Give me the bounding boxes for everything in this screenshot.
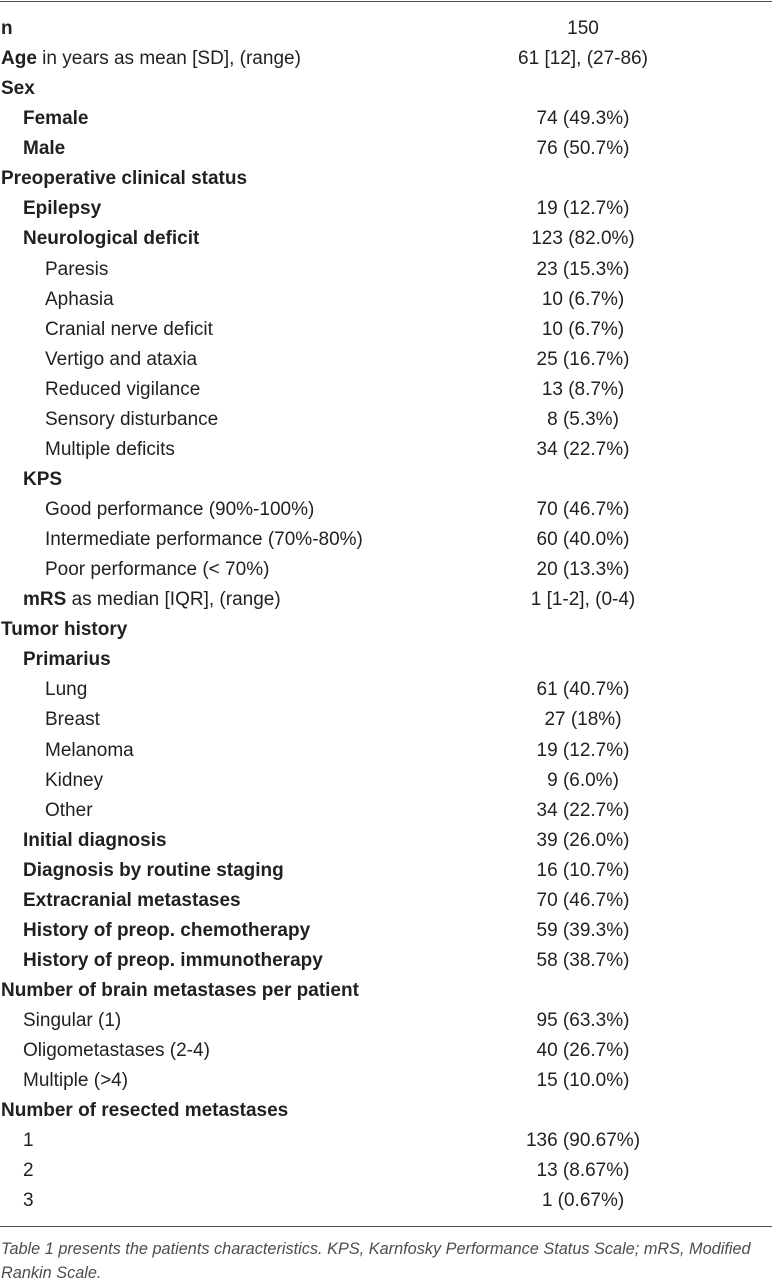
row-value: 27 (18%) [544,709,622,731]
row-value: 40 (26.7%) [536,1040,630,1062]
row-value: 150 [567,18,599,39]
row-label [23,856,284,886]
row-label [1,14,13,44]
table-row [0,285,772,315]
row-label [1,44,301,74]
table-row [0,705,772,735]
row-value: 13 (8.67%) [536,1160,630,1182]
table-row [0,345,772,375]
row-label-text: Singular (1) [23,1010,122,1032]
row-value: 16 (10.7%) [536,859,630,881]
row-value: 13 (8.7%) [541,378,625,400]
table-row [0,255,772,285]
row-value: 76 (50.7%) [536,138,630,160]
row-label-text: Melanoma [45,739,134,761]
row-label-bold: Extracranial metastases [23,889,241,911]
row-label [23,886,241,916]
table-row [0,14,772,44]
table-row [0,976,772,1006]
table-row [0,796,772,826]
row-value: 61 (40.7%) [536,679,630,701]
row-label-bold: Epilepsy [23,198,102,220]
row-value: 59 (39.3%) [536,919,630,941]
table-row [0,435,772,465]
row-value: 10 (6.7%) [541,318,625,340]
row-label [45,555,269,585]
row-label-bold: Number of resected metastases [1,1100,289,1122]
row-label [45,375,200,405]
table-row [0,1096,772,1126]
row-value: 15 (10.0%) [536,1070,630,1092]
table-row [0,375,772,405]
row-label-text: Kidney [45,769,104,791]
table-row [0,555,772,585]
row-label-text: Multiple (>4) [23,1070,129,1092]
row-label [45,705,100,735]
row-value: 34 (22.7%) [536,438,630,460]
row-label [23,1186,34,1216]
row-label-text: in years as mean [SD], (range) [36,48,301,70]
row-label-text: Reduced vigilance [45,378,201,400]
row-label-text: Lung [45,679,88,701]
row-value: 136 (90.67%) [525,1130,641,1152]
table-row [0,224,772,254]
table-row [0,194,772,224]
row-label-bold: Tumor history [1,619,128,641]
row-label-bold: Primarius [23,649,111,671]
row-value: 123 (82.0%) [531,228,635,250]
row-label [45,525,363,555]
table-row [0,675,772,705]
row-label-bold: Sex [1,78,35,100]
row-label [1,164,247,194]
row-label [23,826,167,856]
row-label-text: Breast [45,709,100,731]
row-label [23,224,199,254]
row-label [23,104,88,134]
table-row [0,1156,772,1186]
row-label-text: Other [45,799,93,821]
row-label-text: Good performance (90%-100%) [45,499,315,520]
row-label [45,405,218,435]
table-row [0,1186,772,1216]
row-label-bold: Initial diagnosis [23,829,167,851]
table-caption: Table 1 presents the patients characteristics. KPS, Karnfosky Performance Status Scale; mRS, Modified Rankin Scale. [1,1240,751,1282]
table-row [0,1006,772,1036]
row-value: 1 (0.67%) [541,1190,625,1212]
row-label-bold: Age [1,48,37,70]
row-label-text: Vertigo and ataxia [45,348,198,370]
row-label [45,736,134,766]
table-row [0,525,772,555]
row-label-bold: Diagnosis by routine staging [23,859,284,881]
row-label [45,255,108,285]
characteristics-table [0,14,772,1217]
row-value: 25 (16.7%) [536,348,630,370]
row-value: 20 (13.3%) [536,559,630,581]
table-row [0,585,772,615]
table-row [0,736,772,766]
row-label [23,465,62,495]
row-label [45,796,93,826]
table-row [0,465,772,495]
table-row [0,946,772,976]
row-value: 1 [1-2], (0-4) [530,589,636,611]
row-label-text: Cranial nerve deficit [45,318,213,340]
row-label-text: 1 [23,1130,34,1152]
row-value: 23 (15.3%) [536,258,630,280]
row-label [45,435,175,465]
row-value: 70 (46.7%) [536,499,630,520]
row-label-text: Aphasia [45,288,114,310]
row-label [45,766,103,796]
row-label [23,1066,128,1096]
row-label [45,315,213,345]
row-label-bold: Female [23,108,89,130]
table-row [0,495,772,525]
row-value: 70 (46.7%) [536,889,630,911]
row-label-text: Intermediate performance (70%-80%) [45,529,363,551]
row-label-bold: mRS [23,589,67,611]
row-value: 34 (22.7%) [536,799,630,821]
table-row [0,886,772,916]
table-row [0,766,772,796]
row-value: 10 (6.7%) [541,288,625,310]
row-label-text: Multiple deficits [45,438,175,460]
row-label [1,1096,288,1126]
row-label [23,916,310,946]
table-row [0,1126,772,1156]
row-value: 58 (38.7%) [536,949,630,971]
row-label-text: Paresis [45,258,109,280]
table-row [0,44,772,74]
row-label [23,134,65,164]
row-label [23,1126,34,1156]
table-row [0,315,772,345]
row-label [23,1036,210,1066]
table-bottom-rule [0,1226,772,1227]
row-label [23,645,111,675]
row-value: 60 (40.0%) [536,529,630,551]
row-value: 9 (6.0%) [547,769,619,791]
row-value: 39 (26.0%) [536,829,630,851]
table-row [0,74,772,104]
row-label-bold: Preoperative clinical status [1,168,248,190]
row-label [45,285,114,315]
row-value: 74 (49.3%) [536,108,630,130]
row-value: 19 (12.7%) [536,739,630,761]
row-label-text: 2 [23,1160,34,1182]
row-label [23,1006,121,1036]
row-label [1,615,127,645]
row-value: 8 (5.3%) [547,408,619,430]
row-value: 61 [12], (27-86) [518,48,648,70]
row-label [45,345,197,375]
table-row [0,104,772,134]
table-row [0,826,772,856]
row-label [23,1156,34,1186]
row-label [23,585,281,615]
table-row [0,916,772,946]
table-row [0,645,772,675]
row-label-text: Poor performance (< 70%) [45,559,270,581]
row-label [23,946,323,976]
row-label-bold: Number of brain metastases per patient [1,980,359,1001]
row-label-bold: Male [23,138,66,160]
table-row [0,134,772,164]
row-label-text: Sensory disturbance [45,408,219,430]
table-row [0,405,772,435]
row-label [1,976,359,1006]
row-label-bold: Neurological deficit [23,228,200,250]
row-label-bold: KPS [23,468,63,490]
row-label [45,675,87,705]
row-label [23,194,101,224]
table-row [0,856,772,886]
row-label-text: Oligometastases (2-4) [23,1040,210,1062]
table-row [0,615,772,645]
row-label-text: as median [IQR], (range) [66,589,281,611]
row-value: 19 (12.7%) [536,198,630,220]
table-top-rule [0,1,772,2]
table-row [0,164,772,194]
row-label [1,74,35,104]
row-label-bold: History of preop. immunotherapy [23,949,323,971]
table-row [0,1066,772,1096]
row-label [45,495,314,525]
table-row [0,1036,772,1066]
row-value: 95 (63.3%) [536,1010,630,1032]
row-label-text: 3 [23,1190,34,1212]
row-label-bold: n [1,18,13,39]
row-label-bold: History of preop. chemotherapy [23,919,311,941]
